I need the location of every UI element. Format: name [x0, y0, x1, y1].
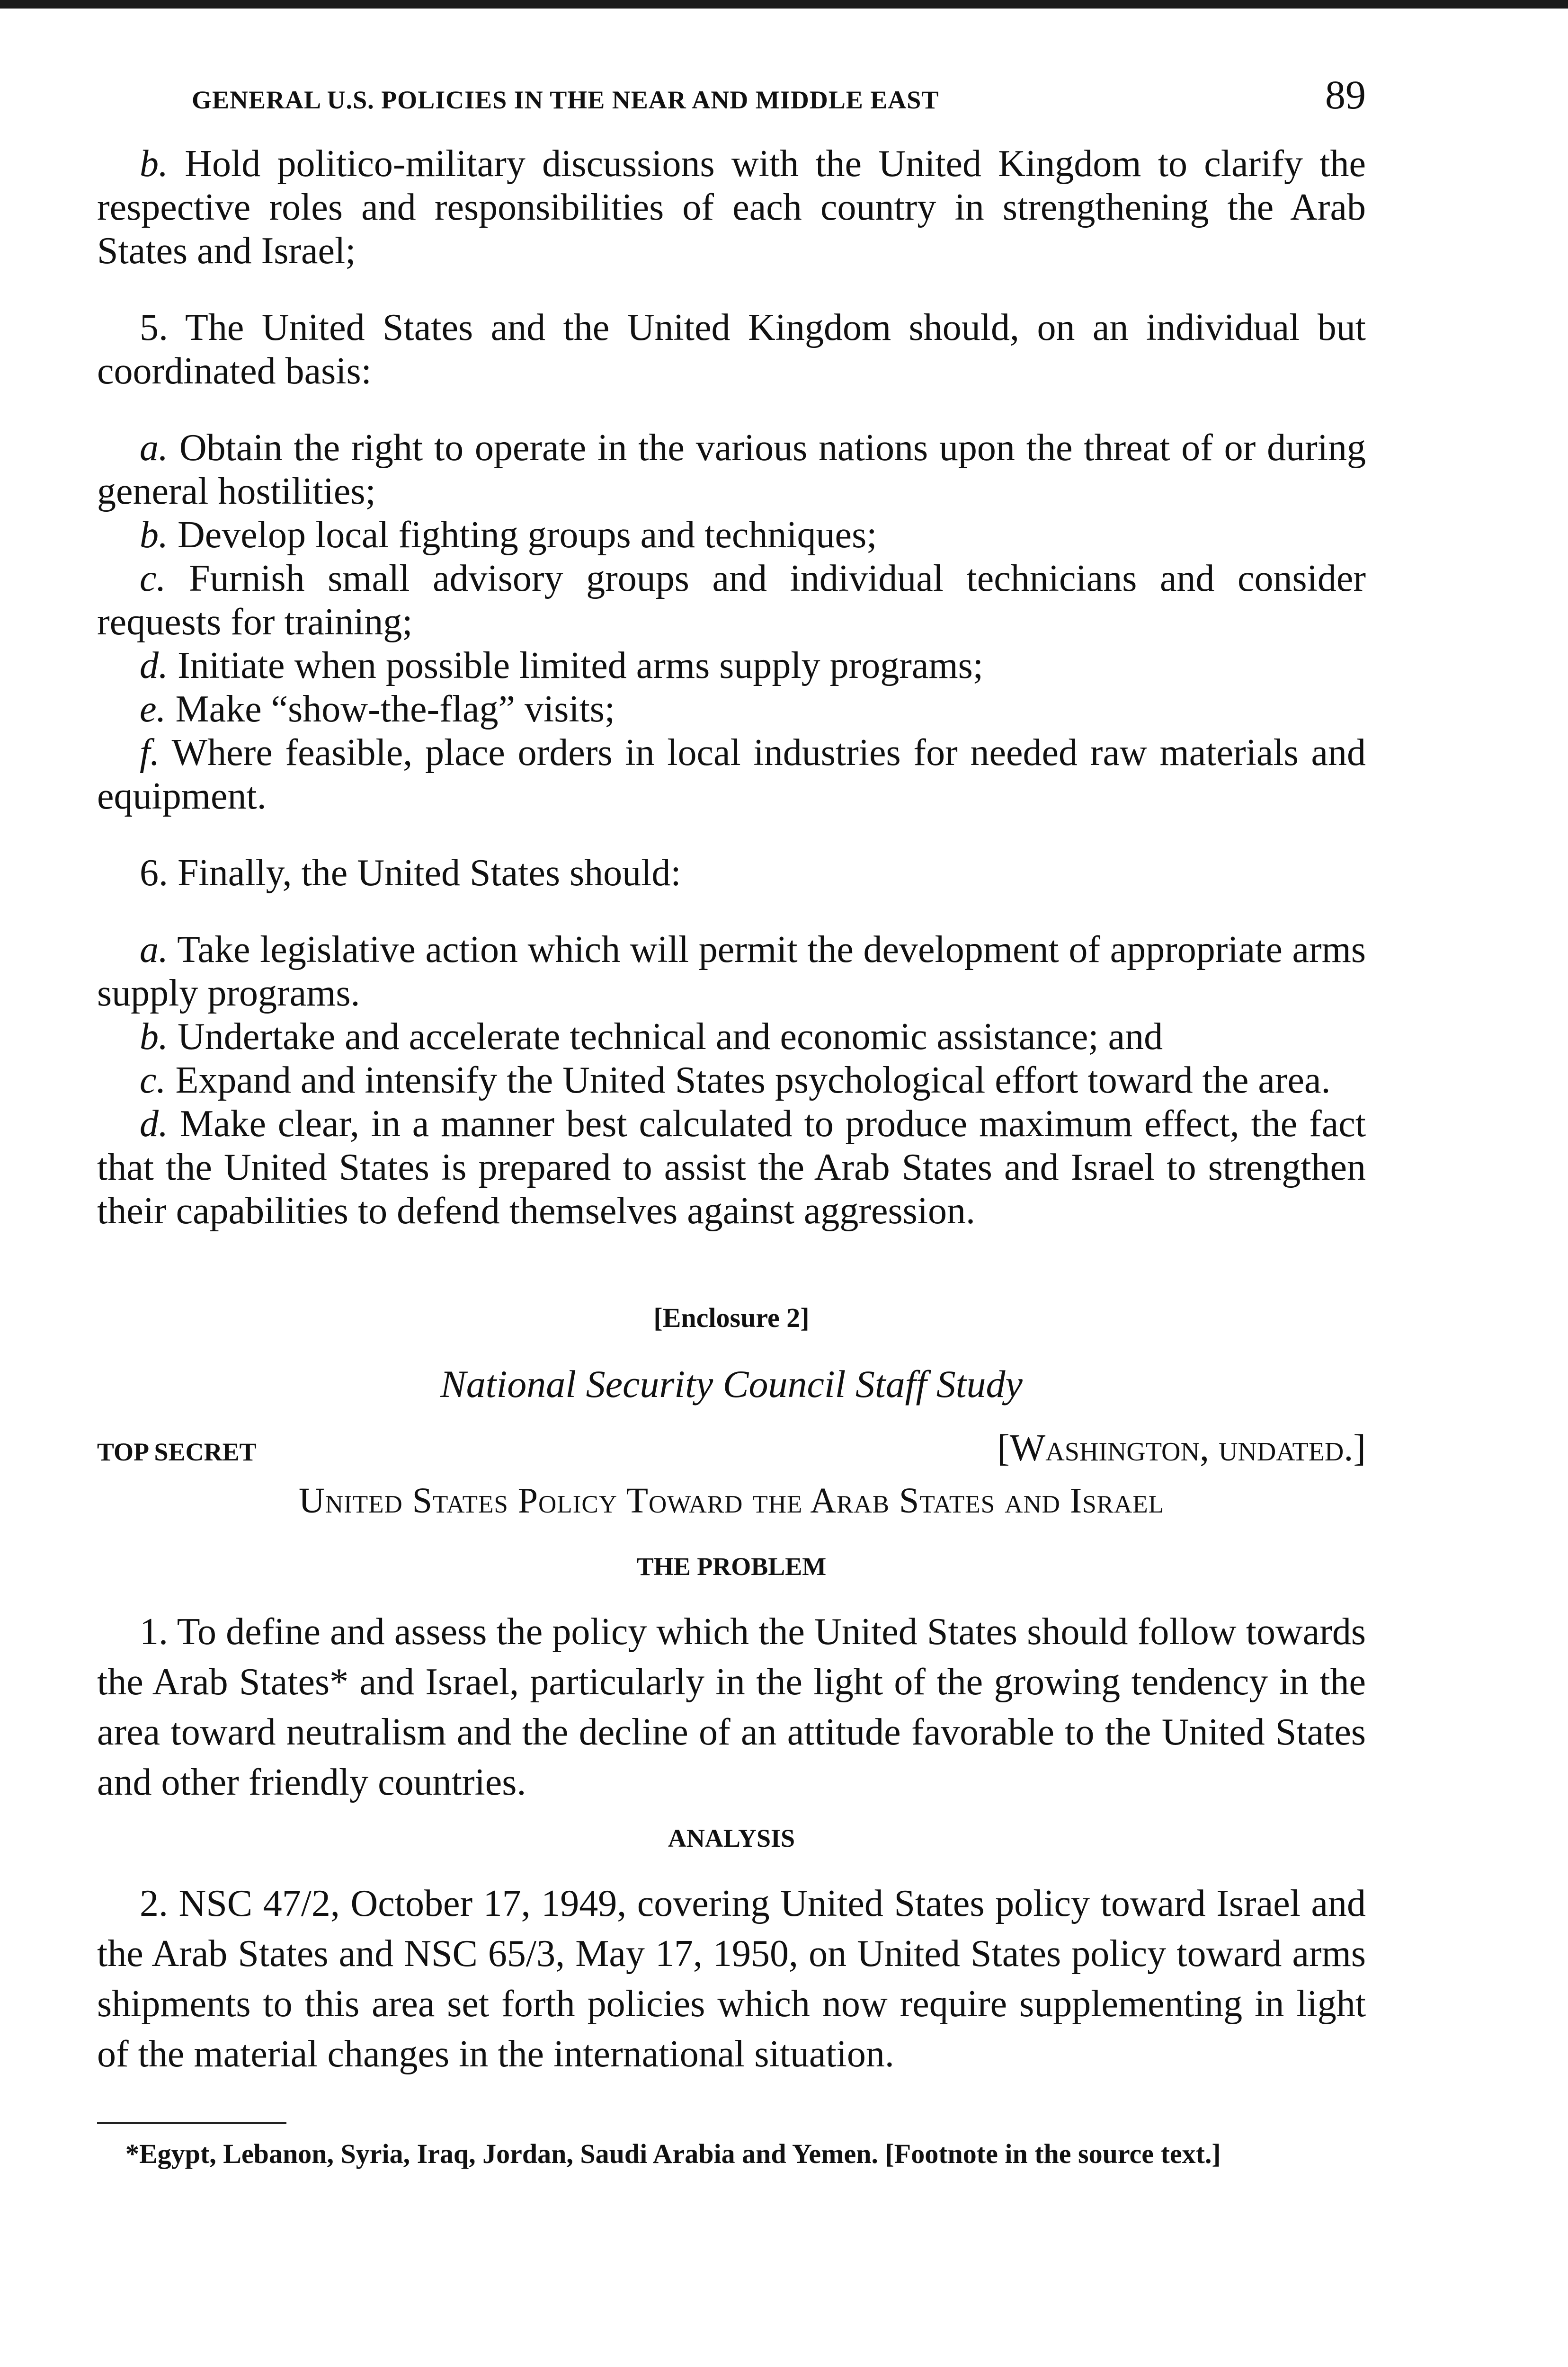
paragraph-6-intro: 6. Finally, the United States should:: [140, 852, 681, 894]
paragraph-text: Develop local fighting groups and techniques;: [178, 514, 877, 556]
paragraph-6c: [97, 1059, 1366, 1102]
page-number: 89: [1325, 72, 1366, 117]
item-label: a.: [140, 427, 168, 469]
paragraph-text: Hold politico-military discussions with the United Kingdom to clarify the respective roles and responsibilities of each country in strengthening the Arab States and Israel;: [97, 143, 1366, 272]
policy-title: United States Policy Toward the Arab States and Israel: [298, 1481, 1165, 1521]
paragraph-5f: [97, 731, 1366, 818]
item-label: c.: [140, 558, 166, 599]
analysis-heading: ANALYSIS: [668, 1824, 795, 1852]
problem-paragraph: 1. To define and assess the policy which the United States should follow towards the Arab States* and Israel, particularly in the light of the growing tendency in the area toward neutralism and the decline of an attitude favorable to the United States and other friendly countries.: [97, 1611, 1366, 1803]
paragraph-text: Initiate when possible limited arms supply programs;: [178, 645, 983, 686]
paragraph-6a: [97, 928, 1366, 1015]
paragraph-text: Obtain the right to operate in the various nations upon the threat of or during general hostilities;: [97, 427, 1366, 512]
paragraph-text: Expand and intensify the United States psychological effort toward the area.: [175, 1059, 1331, 1101]
item-label: a.: [140, 929, 168, 970]
item-label: d.: [140, 645, 168, 686]
paragraph-text: Undertake and accelerate technical and economic assistance; and: [178, 1016, 1163, 1058]
paragraph-text: Take legislative action which will permit the development of appropriate arms supply programs.: [97, 929, 1366, 1014]
enclosure-label: [Enclosure 2]: [653, 1302, 810, 1333]
item-label: e.: [140, 688, 166, 730]
paragraph-5d: [97, 644, 1366, 687]
paragraph-5c: [97, 557, 1366, 644]
problem-heading: THE PROBLEM: [636, 1552, 827, 1581]
item-label: f.: [140, 732, 160, 774]
paragraph-5b: [97, 513, 1366, 557]
paragraph-5a: [97, 426, 1366, 513]
paragraph-6b: [97, 1015, 1366, 1059]
footnote: *Egypt, Lebanon, Syria, Iraq, Jordan, Saudi Arabia and Yemen. [Footnote in the source text.]: [125, 2138, 1221, 2169]
item-label: b.: [140, 514, 168, 556]
classification-marking: TOP SECRET: [97, 1438, 257, 1466]
paragraph-5-intro: 5. The United States and the United Kingdom should, on an individual but coordinated basis:: [97, 307, 1366, 392]
study-title: National Security Council Staff Study: [440, 1362, 1023, 1406]
paragraph-text: Where feasible, place orders in local industries for needed raw materials and equipment.: [97, 732, 1366, 817]
scan-top-edge: [0, 0, 1568, 9]
item-label: d.: [140, 1103, 168, 1145]
paragraph-text: Make clear, in a manner best calculated to produce maximum effect, the fact that the United States is prepared to assist the Arab States and Israel to strengthen their capabilities to defend themselves against aggression.: [97, 1103, 1366, 1232]
item-label: b.: [140, 1016, 168, 1058]
footnote-rule: [97, 2122, 286, 2124]
analysis-paragraph: 2. NSC 47/2, October 17, 1949, covering United States policy toward Israel and the Arab States and NSC 65/3, May 17, 1950, on United States policy toward arms shipments to this area set forth policies which now require supplementing in light of the material changes in the international situation.: [97, 1883, 1366, 2075]
paragraph-6d: [97, 1102, 1366, 1233]
place-date: [Washington, undated.]: [997, 1427, 1366, 1469]
paragraph-text: Furnish small advisory groups and individual technicians and consider requests for training;: [97, 558, 1366, 643]
document-page: [97, 71, 1366, 2174]
running-head-title: GENERAL U.S. POLICIES IN THE NEAR AND MIDDLE EAST: [192, 86, 939, 114]
paragraph-text: Make “show-the-flag” visits;: [175, 688, 615, 730]
running-head: [192, 71, 1366, 142]
paragraph-4b: [97, 142, 1366, 273]
item-label: c.: [140, 1059, 166, 1101]
item-label: b.: [140, 143, 168, 185]
paragraph-5e: [97, 687, 1366, 731]
classification-row: [97, 1427, 1366, 1472]
